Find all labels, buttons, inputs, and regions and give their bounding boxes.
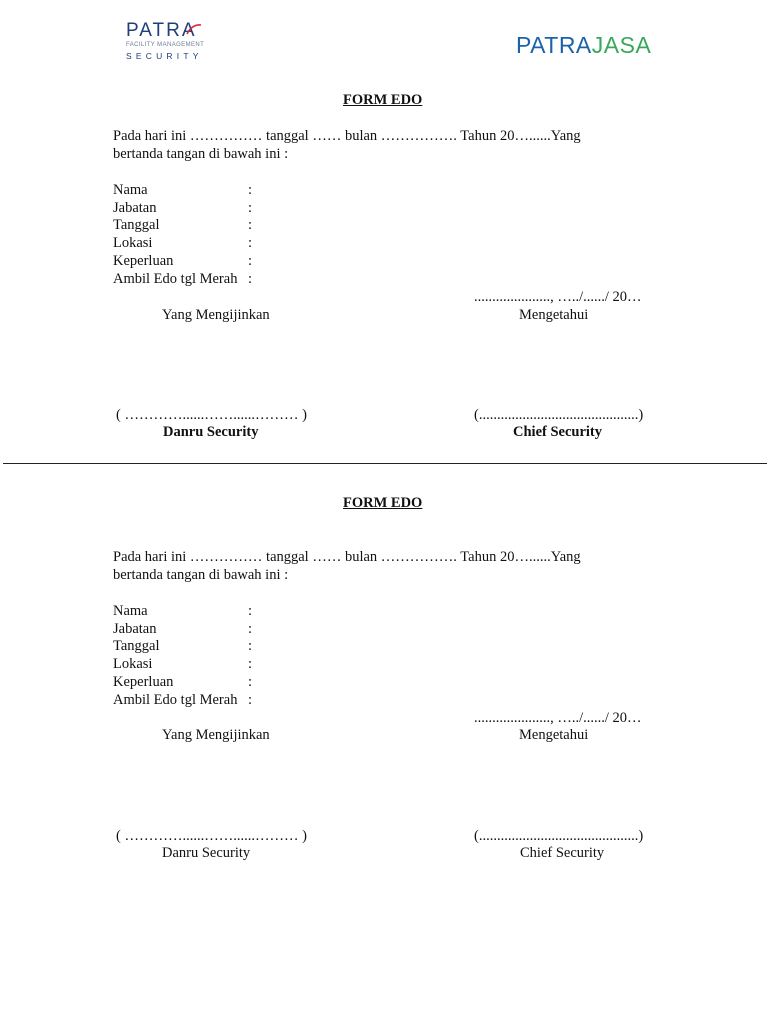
- field-label-nama: Nama: [113, 182, 148, 198]
- left-signature-blank: ( …………......……......……… ): [116, 828, 307, 844]
- field-label-jabatan: Jabatan: [113, 200, 157, 216]
- right-signer: Chief Security: [513, 424, 602, 440]
- field-colon: :: [248, 603, 253, 619]
- field-label-keperluan: Keperluan: [113, 674, 174, 690]
- right-signature-blank: (............................................): [474, 828, 644, 844]
- cut-line-divider: [3, 463, 767, 464]
- right-signature-blank: (............................................): [474, 407, 644, 423]
- right-role: Mengetahui: [519, 727, 589, 743]
- patra-jasa-logo-part1: PATRA: [516, 32, 592, 58]
- field-colon: :: [248, 235, 253, 251]
- intro-line-1: Pada hari ini …………… tanggal …… bulan ……………. Tahun 20…......Yang: [113, 549, 581, 565]
- field-colon: :: [248, 253, 253, 269]
- field-label-lokasi: Lokasi: [113, 656, 153, 672]
- field-label-tanggal: Tanggal: [113, 638, 160, 654]
- form-title: FORM EDO: [343, 92, 423, 108]
- field-colon: :: [248, 271, 253, 287]
- field-colon: :: [248, 656, 253, 672]
- date-line: ....................., …../....../ 20…: [474, 710, 642, 726]
- patra-jasa-logo-part2: JASA: [591, 32, 652, 58]
- field-colon: :: [248, 638, 253, 654]
- field-colon: :: [248, 674, 253, 690]
- field-colon: :: [248, 621, 253, 637]
- patra-logo-subtitle: FACILITY MANAGEMENT: [126, 42, 205, 48]
- field-colon: :: [248, 692, 253, 708]
- field-label-nama: Nama: [113, 603, 148, 619]
- red-swoosh-icon: [186, 22, 202, 36]
- field-label-ambil-edo: Ambil Edo tgl Merah: [113, 271, 238, 287]
- left-role: Yang Mengijinkan: [162, 307, 270, 323]
- intro-line-2: bertanda tangan di bawah ini :: [113, 146, 289, 162]
- field-label-tanggal: Tanggal: [113, 217, 160, 233]
- patra-logo-word: PATRA: [126, 20, 197, 41]
- left-signer: Danru Security: [162, 845, 251, 861]
- right-role: Mengetahui: [519, 307, 589, 323]
- field-colon: :: [248, 200, 253, 216]
- left-role: Yang Mengijinkan: [162, 727, 270, 743]
- field-label-jabatan: Jabatan: [113, 621, 157, 637]
- field-colon: :: [248, 182, 253, 198]
- left-signer: Danru Security: [163, 424, 259, 440]
- field-colon: :: [248, 217, 253, 233]
- date-line: ....................., …../....../ 20…: [474, 289, 642, 305]
- intro-line-2: bertanda tangan di bawah ini :: [113, 567, 289, 583]
- form-title: FORM EDO: [343, 495, 423, 511]
- patra-jasa-logo: [516, 32, 651, 62]
- left-signature-blank: ( …………......……......……… ): [116, 407, 307, 423]
- field-label-ambil-edo: Ambil Edo tgl Merah: [113, 692, 238, 708]
- patra-logo-tagline: SECURITY: [126, 51, 203, 61]
- right-signer: Chief Security: [520, 845, 605, 861]
- field-label-keperluan: Keperluan: [113, 253, 174, 269]
- field-label-lokasi: Lokasi: [113, 235, 153, 251]
- intro-line-1: Pada hari ini …………… tanggal …… bulan ……………. Tahun 20…......Yang: [113, 128, 581, 144]
- patra-security-logo: [126, 20, 216, 62]
